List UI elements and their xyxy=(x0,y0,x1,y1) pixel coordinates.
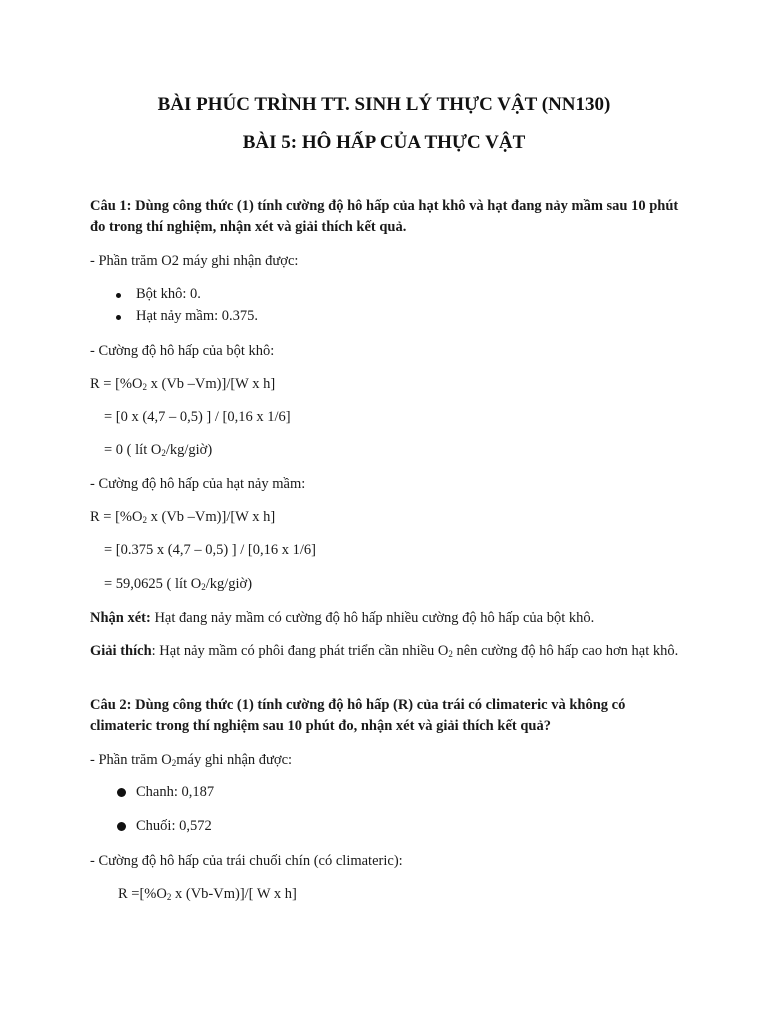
formula-dry-3 xyxy=(104,440,212,461)
formula-germ-2: = [0.375 x (4,7 – 0,5) ] / [0,16 x 1/6] xyxy=(104,542,316,558)
banana-heading: - Cường độ hô hấp của trái chuối chín (có climateric): xyxy=(90,853,403,869)
formula-banana-1 xyxy=(118,884,297,905)
formula-text: R = [%O xyxy=(90,376,143,392)
formula-text: x (Vb-Vm)]/[ W x h] xyxy=(171,886,297,902)
bullet-icon xyxy=(116,293,121,298)
question-1-text: Dùng công thức (1) tính cường độ hô hấp của hạt khô và hạt đang nảy mầm sau 10 phút đo trong thí nghiệm, nhận xét và giải thích kết quả. xyxy=(90,198,679,235)
formula-germ-1 xyxy=(90,507,275,528)
q1-o2-intro: - Phần trăm O2 máy ghi nhận được: xyxy=(90,253,299,269)
lesson-title: BÀI 5: HÔ HẤP CỦA THỰC VẬT xyxy=(242,132,526,153)
explanation-label: Giải thích xyxy=(90,643,152,659)
report-title: BÀI PHÚC TRÌNH TT. SINH LÝ THỰC VẬT (NN130) xyxy=(157,94,611,115)
question-1 xyxy=(90,196,680,238)
formula-text: x (Vb –Vm)]/[W x h] xyxy=(146,509,276,525)
bullet-icon xyxy=(116,315,121,320)
q2-bullet-banana: Chuối: 0,572 xyxy=(136,818,212,834)
remark xyxy=(90,608,594,629)
bullet-icon xyxy=(117,822,126,831)
formula-germ-3 xyxy=(104,574,252,595)
q2-bullet-lemon: Chanh: 0,187 xyxy=(136,784,215,800)
explanation xyxy=(90,641,680,662)
formula-dry-1 xyxy=(90,374,275,395)
bullet-icon xyxy=(117,788,126,797)
explanation-text: nên cường độ hô hấp cao hơn hạt khô. xyxy=(452,643,679,659)
formula-dry-2: = [0 x (4,7 – 0,5) ] / [0,16 x 1/6] xyxy=(104,409,291,425)
germ-heading: - Cường độ hô hấp của hạt nảy mầm: xyxy=(90,476,306,492)
intro-sub: 2 xyxy=(171,758,177,768)
formula-sub: 2 xyxy=(142,382,147,392)
formula-sub: 2 xyxy=(142,515,147,525)
question-2-label: Câu 2: xyxy=(90,697,132,713)
question-2-text: Dùng công thức (1) tính cường độ hô hấp (R) của trái có climateric và không có climateric trong thí nghiệm sau 10 phút đo, nhận xét và giải thích kết quả? xyxy=(90,697,626,734)
remark-label: Nhận xét: xyxy=(90,610,151,626)
formula-text: /kg/giờ) xyxy=(205,576,253,592)
question-1-label: Câu 1: xyxy=(90,198,132,214)
q1-bullet-germinating: Hạt nảy mầm: 0.375. xyxy=(136,308,259,324)
formula-text: = 59,0625 ( lít O xyxy=(104,576,202,592)
intro-text: máy ghi nhận được: xyxy=(176,752,293,768)
intro-text: - Phần trăm O xyxy=(90,752,172,768)
q1-bullet-dry: Bột khô: 0. xyxy=(136,286,201,302)
q2-o2-intro xyxy=(90,750,292,771)
formula-text: x (Vb –Vm)]/[W x h] xyxy=(146,376,276,392)
formula-sub: 2 xyxy=(166,892,172,902)
explanation-text: : Hạt nảy mầm có phôi đang phát triển cần nhiều O xyxy=(151,643,449,659)
formula-text: R =[%O xyxy=(118,886,167,902)
remark-text: Hạt đang nảy mầm có cường độ hô hấp nhiều cường độ hô hấp của bột khô. xyxy=(150,610,595,626)
formula-text: = 0 ( lít O xyxy=(104,442,162,458)
question-2 xyxy=(90,695,680,737)
formula-text: R = [%O xyxy=(90,509,143,525)
dry-heading: - Cường độ hô hấp của bột khô: xyxy=(90,343,275,359)
formula-sub: 2 xyxy=(161,448,166,458)
explanation-sub: 2 xyxy=(448,649,453,659)
formula-text: /kg/giờ) xyxy=(165,442,213,458)
formula-sub: 2 xyxy=(201,582,206,592)
